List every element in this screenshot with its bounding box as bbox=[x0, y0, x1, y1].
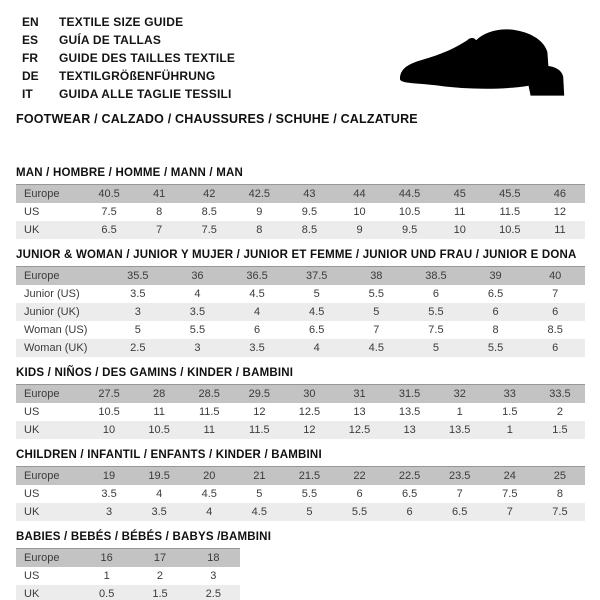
size-cell: 12 bbox=[284, 421, 334, 439]
size-table bbox=[16, 548, 240, 600]
size-cell: 13 bbox=[385, 421, 435, 439]
row-label: UK bbox=[16, 421, 84, 439]
size-cell: 27.5 bbox=[84, 385, 134, 404]
size-table bbox=[16, 184, 585, 239]
shoe-silhouette-path bbox=[400, 29, 564, 95]
size-cell: 2 bbox=[156, 570, 164, 582]
size-cell: 7.5 bbox=[502, 488, 518, 500]
size-cell: 38.5 bbox=[406, 267, 466, 286]
size-cell: 6 bbox=[356, 488, 363, 500]
size-cell: 12.5 bbox=[334, 421, 384, 439]
size-cell: 5.5 bbox=[334, 503, 384, 521]
table-row bbox=[16, 285, 585, 303]
size-cell: 11.5 bbox=[234, 421, 284, 439]
language-label: GUÍA DE TALLAS bbox=[59, 33, 162, 47]
size-cell: 12 bbox=[553, 206, 567, 218]
size-cell: 7 bbox=[134, 221, 184, 239]
size-cell: 5 bbox=[313, 288, 320, 300]
size-cell: 42.5 bbox=[234, 185, 284, 204]
size-cell: 6.5 bbox=[435, 503, 485, 521]
size-cell: 3.5 bbox=[134, 503, 184, 521]
size-cell: 3.5 bbox=[227, 339, 287, 357]
row-label: Europe bbox=[16, 185, 84, 204]
size-cell: 3 bbox=[84, 503, 134, 521]
size-cell: 7.5 bbox=[428, 324, 444, 336]
size-cell: 17 bbox=[133, 549, 186, 568]
table-row bbox=[16, 585, 240, 600]
row-label: US bbox=[24, 206, 40, 218]
language-code: IT bbox=[22, 87, 33, 101]
size-cell: 4.5 bbox=[347, 339, 407, 357]
size-cell: 3 bbox=[108, 303, 168, 321]
size-cell: 1 bbox=[456, 406, 463, 418]
size-cell: 8 bbox=[156, 206, 163, 218]
table-header-row bbox=[16, 267, 585, 286]
size-cell: 5 bbox=[284, 503, 334, 521]
size-cell: 2 bbox=[556, 406, 563, 418]
size-cell: 3.5 bbox=[168, 303, 228, 321]
table-header-row bbox=[16, 185, 585, 204]
table-row bbox=[16, 503, 585, 521]
size-cell: 5 bbox=[406, 339, 466, 357]
size-cell: 4.5 bbox=[287, 303, 347, 321]
table-title: MAN / HOMBRE / HOMME / MANN / MAN bbox=[16, 167, 244, 179]
row-label: US bbox=[24, 488, 40, 500]
size-cell: 6.5 bbox=[309, 324, 325, 336]
language-code: EN bbox=[22, 15, 39, 29]
size-cell: 13.5 bbox=[398, 406, 421, 418]
table-title: JUNIOR & WOMAN / JUNIOR Y MUJER / JUNIOR ET FEMME / JUNIOR UND FRAU / JUNIOR E DONA bbox=[16, 249, 577, 261]
size-cell: 43 bbox=[284, 185, 334, 204]
size-cell: 36.5 bbox=[227, 267, 287, 286]
table-title: CHILDREN / INFANTIL / ENFANTS / KINDER / BAMBINI bbox=[16, 449, 322, 461]
size-cell: 33 bbox=[485, 385, 535, 404]
size-cell: 40 bbox=[525, 267, 585, 286]
size-cell: 7 bbox=[485, 503, 535, 521]
size-cell: 45 bbox=[435, 185, 485, 204]
size-cell: 1.5 bbox=[502, 406, 518, 418]
size-cell: 24 bbox=[485, 467, 535, 486]
size-cell: 36 bbox=[168, 267, 228, 286]
size-table-section bbox=[16, 531, 585, 600]
size-cell: 4.5 bbox=[249, 288, 265, 300]
row-label: Woman (US) bbox=[24, 324, 88, 336]
shoe-icon bbox=[396, 22, 584, 102]
size-cell: 45.5 bbox=[485, 185, 535, 204]
size-cell: 8 bbox=[492, 324, 499, 336]
size-cell: 2.5 bbox=[187, 585, 240, 600]
language-row bbox=[22, 49, 235, 67]
size-cell: 19.5 bbox=[134, 467, 184, 486]
size-cell: 30 bbox=[284, 385, 334, 404]
size-cell: 4 bbox=[194, 288, 201, 300]
size-cell: 33.5 bbox=[535, 385, 585, 404]
size-cell: 31 bbox=[334, 385, 384, 404]
size-cell: 8 bbox=[556, 488, 563, 500]
size-cell: 4 bbox=[184, 503, 234, 521]
size-cell: 6 bbox=[466, 303, 526, 321]
row-label: UK bbox=[16, 221, 84, 239]
size-cell: 8.5 bbox=[284, 221, 334, 239]
size-cell: 9.5 bbox=[385, 221, 435, 239]
row-label: Junior (UK) bbox=[16, 303, 108, 321]
size-cell: 5.5 bbox=[301, 488, 318, 500]
row-label: Europe bbox=[16, 467, 84, 486]
table-header-row bbox=[16, 549, 240, 568]
table-row bbox=[16, 203, 585, 221]
size-table-section bbox=[16, 167, 585, 239]
size-cell: 32 bbox=[435, 385, 485, 404]
size-cell: 4.5 bbox=[201, 488, 217, 500]
size-table bbox=[16, 384, 585, 439]
size-cell: 7.5 bbox=[101, 206, 117, 218]
table-row bbox=[16, 567, 240, 585]
size-cell: 22.5 bbox=[385, 467, 435, 486]
table-row bbox=[16, 221, 585, 239]
size-cell: 10.5 bbox=[134, 421, 184, 439]
size-cell: 7.5 bbox=[184, 221, 234, 239]
size-cell: 10.5 bbox=[485, 221, 535, 239]
size-cell: 10 bbox=[84, 421, 134, 439]
size-cell: 6.5 bbox=[487, 288, 504, 300]
size-table-section bbox=[16, 249, 585, 357]
size-cell: 11 bbox=[184, 421, 234, 439]
size-cell: 40.5 bbox=[84, 185, 134, 204]
size-cell: 5.5 bbox=[406, 303, 466, 321]
size-cell: 4.5 bbox=[234, 503, 284, 521]
table-title: KIDS / NIÑOS / DES GAMINS / KINDER / BAMBINI bbox=[16, 367, 294, 379]
row-label: Europe bbox=[16, 385, 84, 404]
size-cell: 22 bbox=[334, 467, 384, 486]
size-cell: 39 bbox=[466, 267, 526, 286]
language-label: GUIDA ALLE TAGLIE TESSILI bbox=[59, 87, 232, 101]
language-label: TEXTILGRÖßENFÜHRUNG bbox=[59, 69, 216, 83]
size-cell: 18 bbox=[187, 549, 240, 568]
size-cell: 4 bbox=[156, 488, 163, 500]
size-cell: 2.5 bbox=[108, 339, 168, 357]
size-cell: 5 bbox=[134, 324, 141, 336]
size-cell: 28.5 bbox=[184, 385, 234, 404]
size-cell: 12.5 bbox=[298, 406, 321, 418]
size-cell: 37.5 bbox=[287, 267, 347, 286]
size-cell: 16 bbox=[80, 549, 133, 568]
size-cell: 11 bbox=[453, 206, 466, 218]
size-cell: 1.5 bbox=[535, 421, 585, 439]
table-row bbox=[16, 403, 585, 421]
size-cell: 11.5 bbox=[198, 406, 220, 418]
size-cell: 10 bbox=[353, 206, 366, 218]
row-label: Europe bbox=[16, 267, 108, 286]
size-cell: 19 bbox=[84, 467, 134, 486]
table-row bbox=[16, 339, 585, 357]
size-table bbox=[16, 266, 585, 357]
size-cell: 42 bbox=[184, 185, 234, 204]
size-cell: 8 bbox=[234, 221, 284, 239]
table-header-row bbox=[16, 467, 585, 486]
size-cell: 12 bbox=[253, 406, 266, 418]
size-cell: 1.5 bbox=[133, 585, 186, 600]
size-cell: 44 bbox=[334, 185, 384, 204]
size-cell: 31.5 bbox=[385, 385, 435, 404]
size-cell: 9 bbox=[334, 221, 384, 239]
size-cell: 6 bbox=[432, 288, 439, 300]
row-label: UK bbox=[16, 585, 80, 600]
row-label: Woman (UK) bbox=[16, 339, 108, 357]
size-cell: 13.5 bbox=[435, 421, 485, 439]
size-tables bbox=[16, 167, 585, 600]
size-cell: 7.5 bbox=[535, 503, 585, 521]
size-cell: 7 bbox=[373, 324, 380, 336]
size-cell: 20 bbox=[184, 467, 234, 486]
size-cell: 10.5 bbox=[398, 206, 421, 218]
size-cell: 4 bbox=[287, 339, 347, 357]
size-cell: 8.5 bbox=[547, 324, 563, 336]
size-cell: 23.5 bbox=[435, 467, 485, 486]
size-cell: 3 bbox=[168, 339, 228, 357]
size-cell: 5 bbox=[256, 488, 263, 500]
row-label: US bbox=[24, 406, 40, 418]
size-cell: 5.5 bbox=[368, 288, 384, 300]
table-row bbox=[16, 303, 585, 321]
size-cell: 9.5 bbox=[301, 206, 318, 218]
table-header-row bbox=[16, 385, 585, 404]
size-cell: 21.5 bbox=[284, 467, 334, 486]
size-cell: 1 bbox=[103, 570, 110, 582]
size-cell: 29.5 bbox=[234, 385, 284, 404]
size-cell: 35.5 bbox=[108, 267, 168, 286]
size-cell: 38 bbox=[347, 267, 407, 286]
size-table-section bbox=[16, 449, 585, 521]
language-row bbox=[22, 67, 235, 85]
language-row bbox=[22, 13, 235, 31]
size-cell: 6.5 bbox=[84, 221, 134, 239]
size-cell: 44.5 bbox=[385, 185, 435, 204]
size-cell: 0.5 bbox=[80, 585, 133, 600]
size-cell: 6.5 bbox=[401, 488, 418, 500]
size-cell: 6 bbox=[254, 324, 261, 336]
table-row bbox=[16, 421, 585, 439]
size-cell: 28 bbox=[134, 385, 184, 404]
size-cell: 6 bbox=[525, 303, 585, 321]
size-cell: 4 bbox=[227, 303, 287, 321]
size-cell: 3.5 bbox=[101, 488, 117, 500]
row-label: Junior (US) bbox=[24, 288, 80, 300]
table-title: BABIES / BEBÉS / BÉBÉS / BABYS /BAMBINI bbox=[16, 531, 272, 543]
size-cell: 6 bbox=[385, 503, 435, 521]
size-cell: 11 bbox=[535, 221, 585, 239]
size-cell: 25 bbox=[535, 467, 585, 486]
size-cell: 41 bbox=[134, 185, 184, 204]
language-label: GUIDE DES TAILLES TEXTILE bbox=[59, 51, 236, 65]
size-table bbox=[16, 466, 585, 521]
language-row bbox=[22, 85, 235, 103]
size-cell: 21 bbox=[234, 467, 284, 486]
size-cell: 46 bbox=[535, 185, 585, 204]
row-label: Europe bbox=[16, 549, 80, 568]
size-cell: 11.5 bbox=[499, 206, 521, 218]
size-cell: 7 bbox=[456, 488, 463, 500]
table-row bbox=[16, 321, 585, 339]
category-heading: FOOTWEAR / CALZADO / CHAUSSURES / SCHUHE / CALZATURE bbox=[16, 112, 418, 126]
size-cell: 5.5 bbox=[466, 339, 526, 357]
size-cell: 10.5 bbox=[98, 406, 120, 418]
language-label: TEXTILE SIZE GUIDE bbox=[59, 15, 184, 29]
size-cell: 6 bbox=[525, 339, 585, 357]
row-label: US bbox=[24, 570, 40, 582]
size-cell: 5 bbox=[347, 303, 407, 321]
size-cell: 8.5 bbox=[201, 206, 217, 218]
size-cell: 3.5 bbox=[130, 288, 146, 300]
size-cell: 9 bbox=[256, 206, 263, 218]
language-code: FR bbox=[22, 51, 38, 65]
language-list bbox=[22, 13, 235, 103]
size-cell: 10 bbox=[435, 221, 485, 239]
language-code: DE bbox=[22, 69, 39, 83]
language-code: ES bbox=[22, 33, 39, 47]
size-cell: 5.5 bbox=[189, 324, 206, 336]
table-row bbox=[16, 485, 585, 503]
size-cell: 11 bbox=[153, 406, 165, 418]
row-label: UK bbox=[16, 503, 84, 521]
size-cell: 1 bbox=[485, 421, 535, 439]
size-cell: 13 bbox=[353, 406, 366, 418]
size-table-section bbox=[16, 367, 585, 439]
size-cell: 7 bbox=[552, 288, 559, 300]
size-cell: 3 bbox=[210, 570, 217, 582]
language-row bbox=[22, 31, 235, 49]
